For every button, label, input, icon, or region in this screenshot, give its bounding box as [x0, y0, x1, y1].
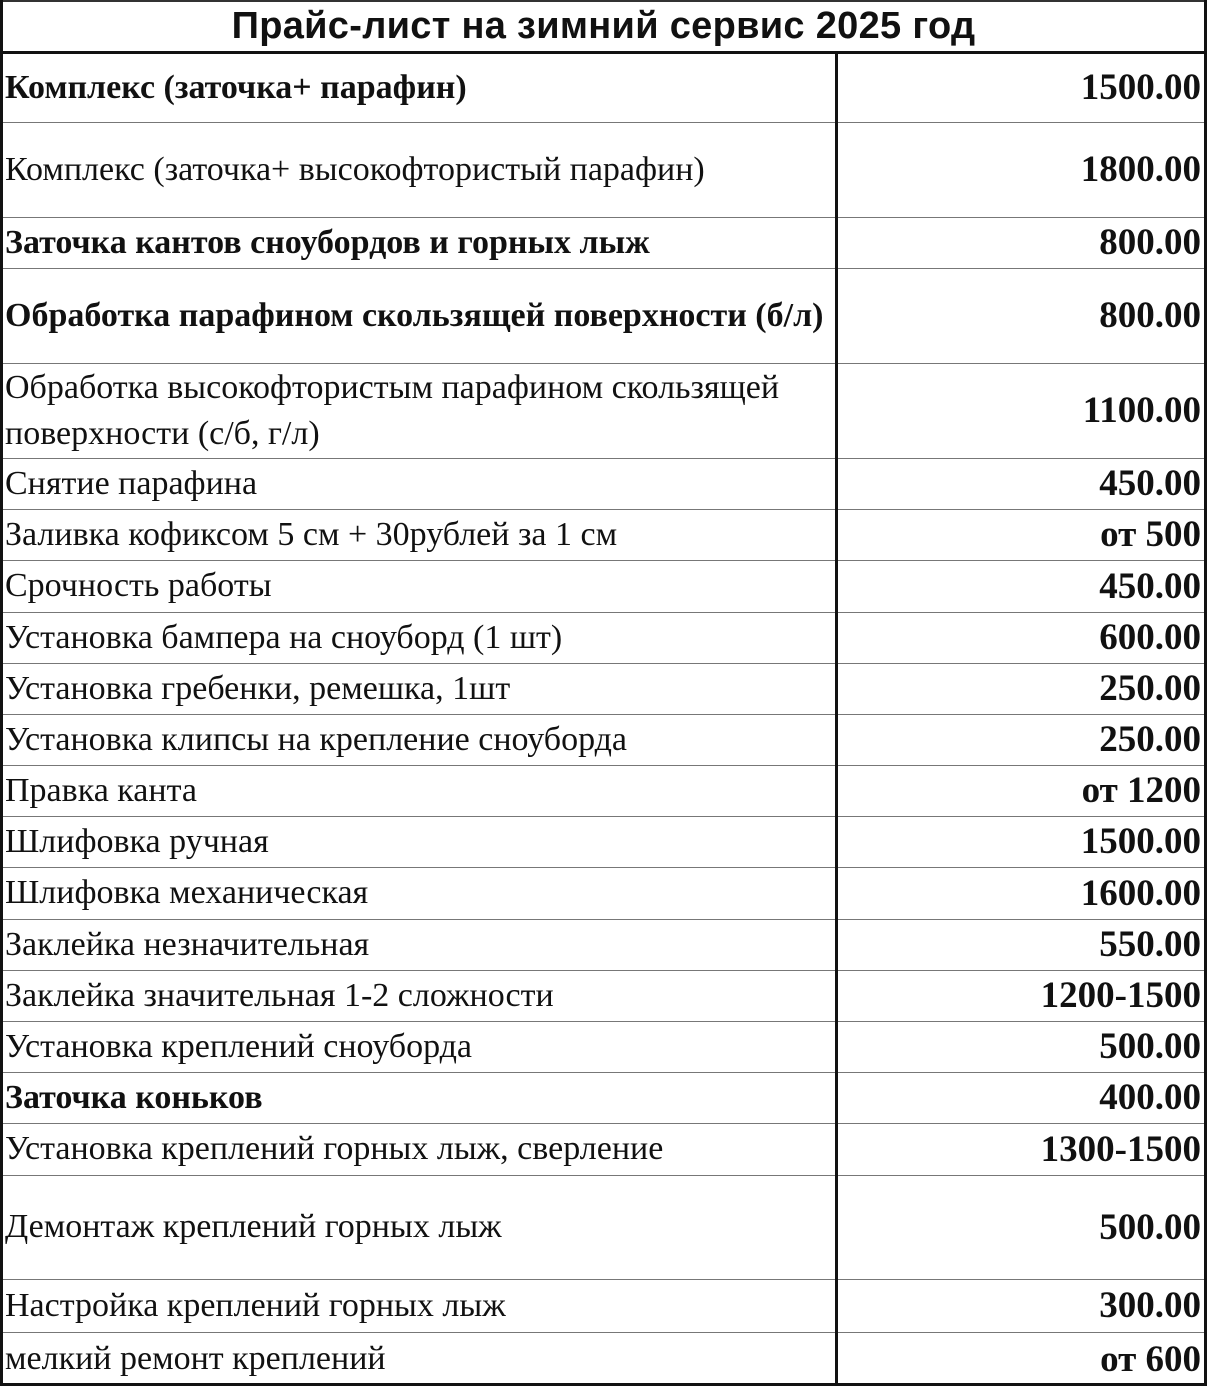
- service-price: 800.00: [837, 217, 1205, 268]
- table-row: [3, 1279, 1204, 1332]
- service-price: 800.00: [837, 268, 1205, 363]
- table-row: [3, 765, 1204, 816]
- service-price: от 1200: [837, 765, 1205, 816]
- table-row: [3, 714, 1204, 765]
- table-row: [3, 663, 1204, 714]
- service-name: Обработка парафином скользящей поверхности (б/л): [3, 268, 837, 363]
- table-row: [3, 1021, 1204, 1072]
- service-price: 1300-1500: [837, 1123, 1205, 1175]
- table-row: [3, 217, 1204, 268]
- price-table-body: [3, 54, 1204, 1386]
- service-name: Установка бампера на сноуборд (1 шт): [3, 612, 837, 663]
- table-row: [3, 1332, 1204, 1386]
- service-name: Снятие парафина: [3, 458, 837, 509]
- service-name: Установка клипсы на крепление сноуборда: [3, 714, 837, 765]
- service-price: 300.00: [837, 1279, 1205, 1332]
- service-price: 1800.00: [837, 122, 1205, 217]
- table-row: [3, 560, 1204, 612]
- table-row: [3, 816, 1204, 867]
- service-name: Заточка коньков: [3, 1072, 837, 1123]
- service-price: от 600: [1100, 1338, 1201, 1380]
- service-name: Заливка кофиксом 5 см + 30рублей за 1 см: [3, 509, 837, 560]
- table-row: [3, 612, 1204, 663]
- table-row: [3, 54, 1204, 122]
- service-name: Шлифовка механическая: [3, 867, 837, 919]
- service-name: Шлифовка ручная: [3, 816, 837, 867]
- service-price: 1600.00: [837, 867, 1205, 919]
- service-name: Заклейка незначительная: [3, 919, 837, 970]
- service-price: 1200-1500: [837, 970, 1205, 1021]
- service-name: Установка креплений сноуборда: [3, 1021, 837, 1072]
- service-name: Установка гребенки, ремешка, 1шт: [3, 663, 837, 714]
- price-table: [3, 54, 1204, 1386]
- service-name: мелкий ремонт креплений: [3, 1332, 837, 1386]
- service-name: Заклейка значительная 1-2 сложности: [3, 970, 837, 1021]
- service-price: 400.00: [837, 1072, 1205, 1123]
- service-price: 550.00: [837, 919, 1205, 970]
- service-price: 250.00: [837, 714, 1205, 765]
- service-price: 500.00: [837, 1175, 1205, 1279]
- table-row: [3, 458, 1204, 509]
- table-row: [3, 919, 1204, 970]
- service-price: 1500.00: [837, 816, 1205, 867]
- service-price: 500.00: [837, 1021, 1205, 1072]
- table-row: [3, 509, 1204, 560]
- table-row: [3, 268, 1204, 363]
- service-price: 450.00: [837, 458, 1205, 509]
- table-row: [3, 1175, 1204, 1279]
- service-name: Срочность работы: [3, 560, 837, 612]
- table-row: [3, 122, 1204, 217]
- service-price: от 500: [837, 509, 1205, 560]
- service-name: Комплекс (заточка+ парафин): [3, 54, 837, 122]
- table-row: [3, 1123, 1204, 1175]
- service-price: 600.00: [837, 612, 1205, 663]
- service-price: 250.00: [837, 663, 1205, 714]
- service-name: Настройка креплений горных лыж: [3, 1279, 837, 1332]
- service-name: Демонтаж креплений горных лыж: [3, 1175, 837, 1279]
- service-name: Правка канта: [3, 765, 837, 816]
- service-name: Установка креплений горных лыж, сверление: [3, 1123, 837, 1175]
- service-price: 1100.00: [837, 363, 1205, 458]
- service-price: 1500.00: [837, 54, 1205, 122]
- table-row: [3, 1072, 1204, 1123]
- service-name: Заточка кантов сноубордов и горных лыж: [3, 217, 837, 268]
- service-price: 450.00: [837, 560, 1205, 612]
- service-name: Обработка высокофтористым парафином скользящей поверхности (с/б, г/л): [3, 363, 837, 458]
- service-name: Комплекс (заточка+ высокофтористый парафин): [3, 122, 837, 217]
- table-row: [3, 363, 1204, 458]
- page-title: Прайс-лист на зимний сервис 2025 год: [3, 0, 1204, 54]
- table-row: [3, 970, 1204, 1021]
- table-row: [3, 867, 1204, 919]
